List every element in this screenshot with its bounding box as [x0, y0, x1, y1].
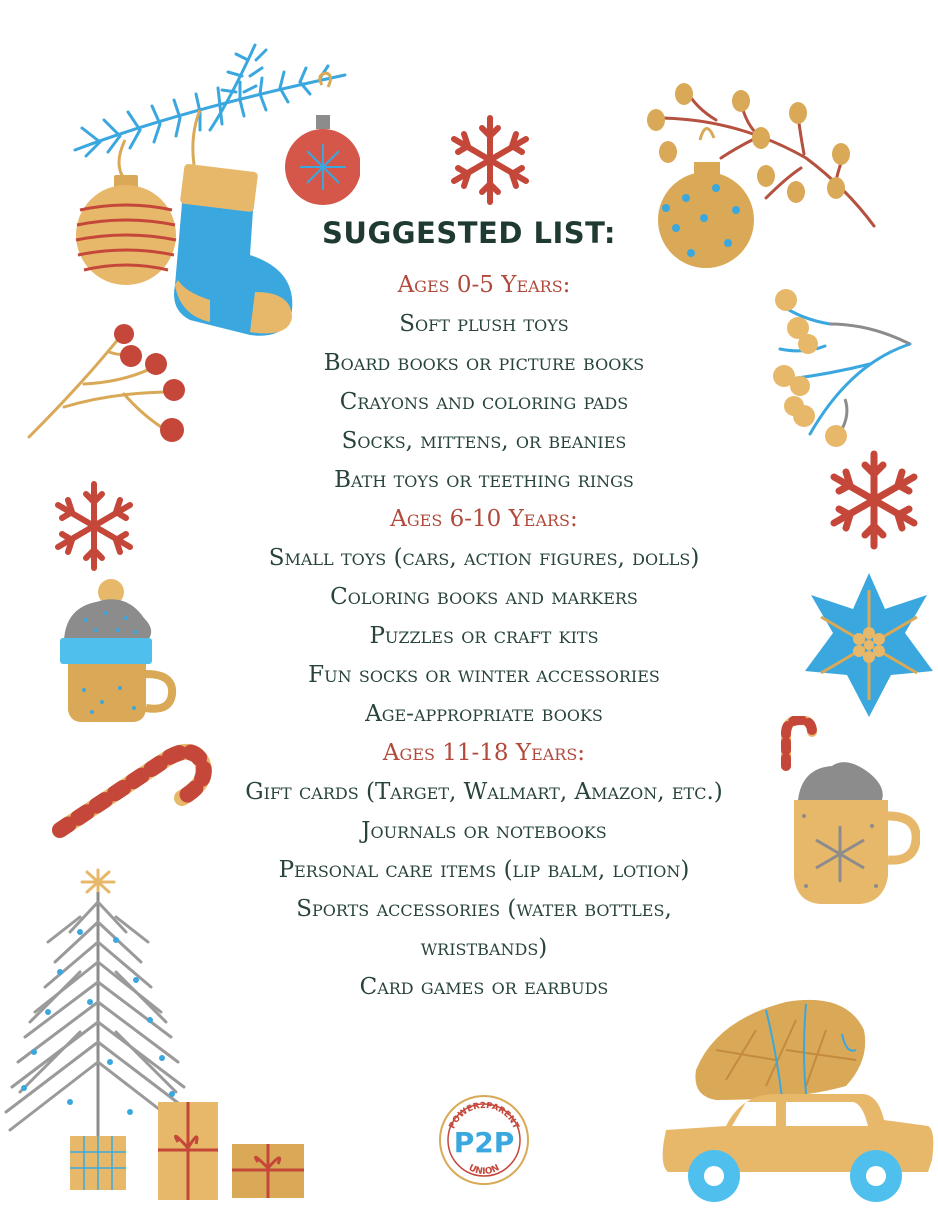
- snowflake-icon: [50, 478, 138, 574]
- list-item: Journals or notebooks: [361, 818, 607, 844]
- cocoa-mug-illustration: [56, 578, 186, 728]
- list-item: Crayons and coloring pads: [339, 389, 629, 415]
- list-item: Fun socks or winter accessories: [308, 662, 660, 688]
- list-item: Socks, mittens, or beanies: [341, 428, 627, 454]
- section-heading: Ages 0-5 Years:: [397, 272, 571, 298]
- snowflake-icon: [826, 448, 922, 552]
- suggested-list: [234, 266, 734, 1007]
- red-berry-branch-illustration: [24, 322, 194, 452]
- list-item: Board books or picture books: [323, 350, 645, 376]
- snowflake-mug-illustration: [772, 716, 920, 908]
- list-item: Coloring books and markers: [330, 584, 638, 610]
- logo-letters: P2P: [453, 1126, 515, 1159]
- list-item: Gift cards (Target, Walmart, Amazon, etc.): [245, 779, 723, 805]
- logo-bottom-text: UNION: [466, 1163, 502, 1178]
- p2p-union-logo: [438, 1094, 530, 1186]
- list-item: Bath toys or teething rings: [334, 467, 634, 493]
- page-title: SUGGESTED LIST:: [322, 216, 616, 250]
- list-item: Card games or earbuds: [359, 974, 609, 1000]
- list-item: Age-appropriate books: [365, 701, 603, 727]
- section-heading: Ages 11-18 Years:: [382, 740, 586, 766]
- snowflake-icon: [446, 112, 534, 208]
- list-item: Soft plush toys: [399, 311, 569, 337]
- list-item: Personal care items (lip balm, lotion): [278, 857, 690, 883]
- logo-top-text: POWER2PARENT: [447, 1100, 521, 1131]
- list-item: Small toys (cars, action figures, dolls): [268, 545, 700, 571]
- gold-berry-sprig-illustration: [770, 284, 920, 454]
- candy-cane-illustration: [50, 738, 214, 844]
- list-item: Puzzles or craft kits: [369, 623, 599, 649]
- section-heading: Ages 6-10 Years:: [390, 506, 578, 532]
- car-with-tree-illustration: [656, 990, 938, 1214]
- blue-snowflake-icon: [802, 570, 936, 720]
- list-item: Sports accessories (water bottles, wristbands): [296, 896, 672, 961]
